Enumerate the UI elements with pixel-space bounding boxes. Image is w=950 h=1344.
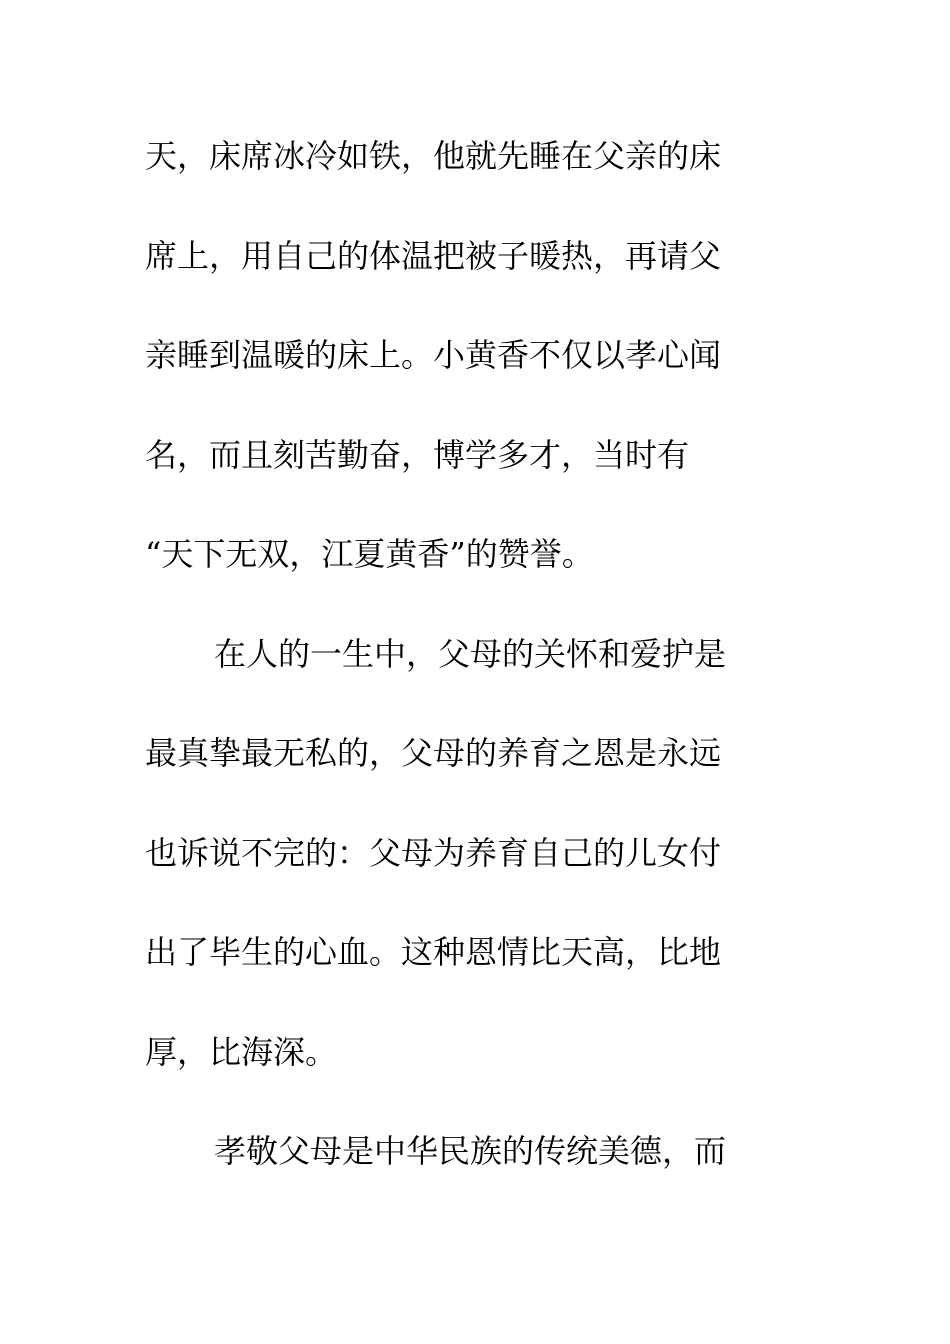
paragraph-start-line: 孝敬父母是中华民族的传统美德，而 [214,1132,727,1170]
text-line: 席上，用自己的体温把被子暖热，再请父 [145,236,722,275]
text-line: 亲睡到温暖的床上。小黄香不仅以孝心闻 [145,336,722,374]
paragraph-start-line: 在人的一生中，父母的关怀和爱护是 [214,634,727,673]
text-line: 也诉说不完的：父母为养育自己的儿女付 [145,833,722,872]
body-text [145,124,785,1219]
text-line: 出了毕生的心血。这种恩情比天高，比地 [145,933,722,971]
text-line: 厚，比海深。 [145,1032,338,1071]
text-line: “天下无双，江夏黄香”的赞誉。 [145,535,594,573]
text-line: 名，而且刻苦勤奋，博学多才，当时有 [145,435,690,474]
text-line: 最真挚最无私的，父母的养育之恩是永远 [145,734,722,772]
text-line: 天，床席冰冷如铁，他就先睡在父亲的床 [145,137,722,175]
